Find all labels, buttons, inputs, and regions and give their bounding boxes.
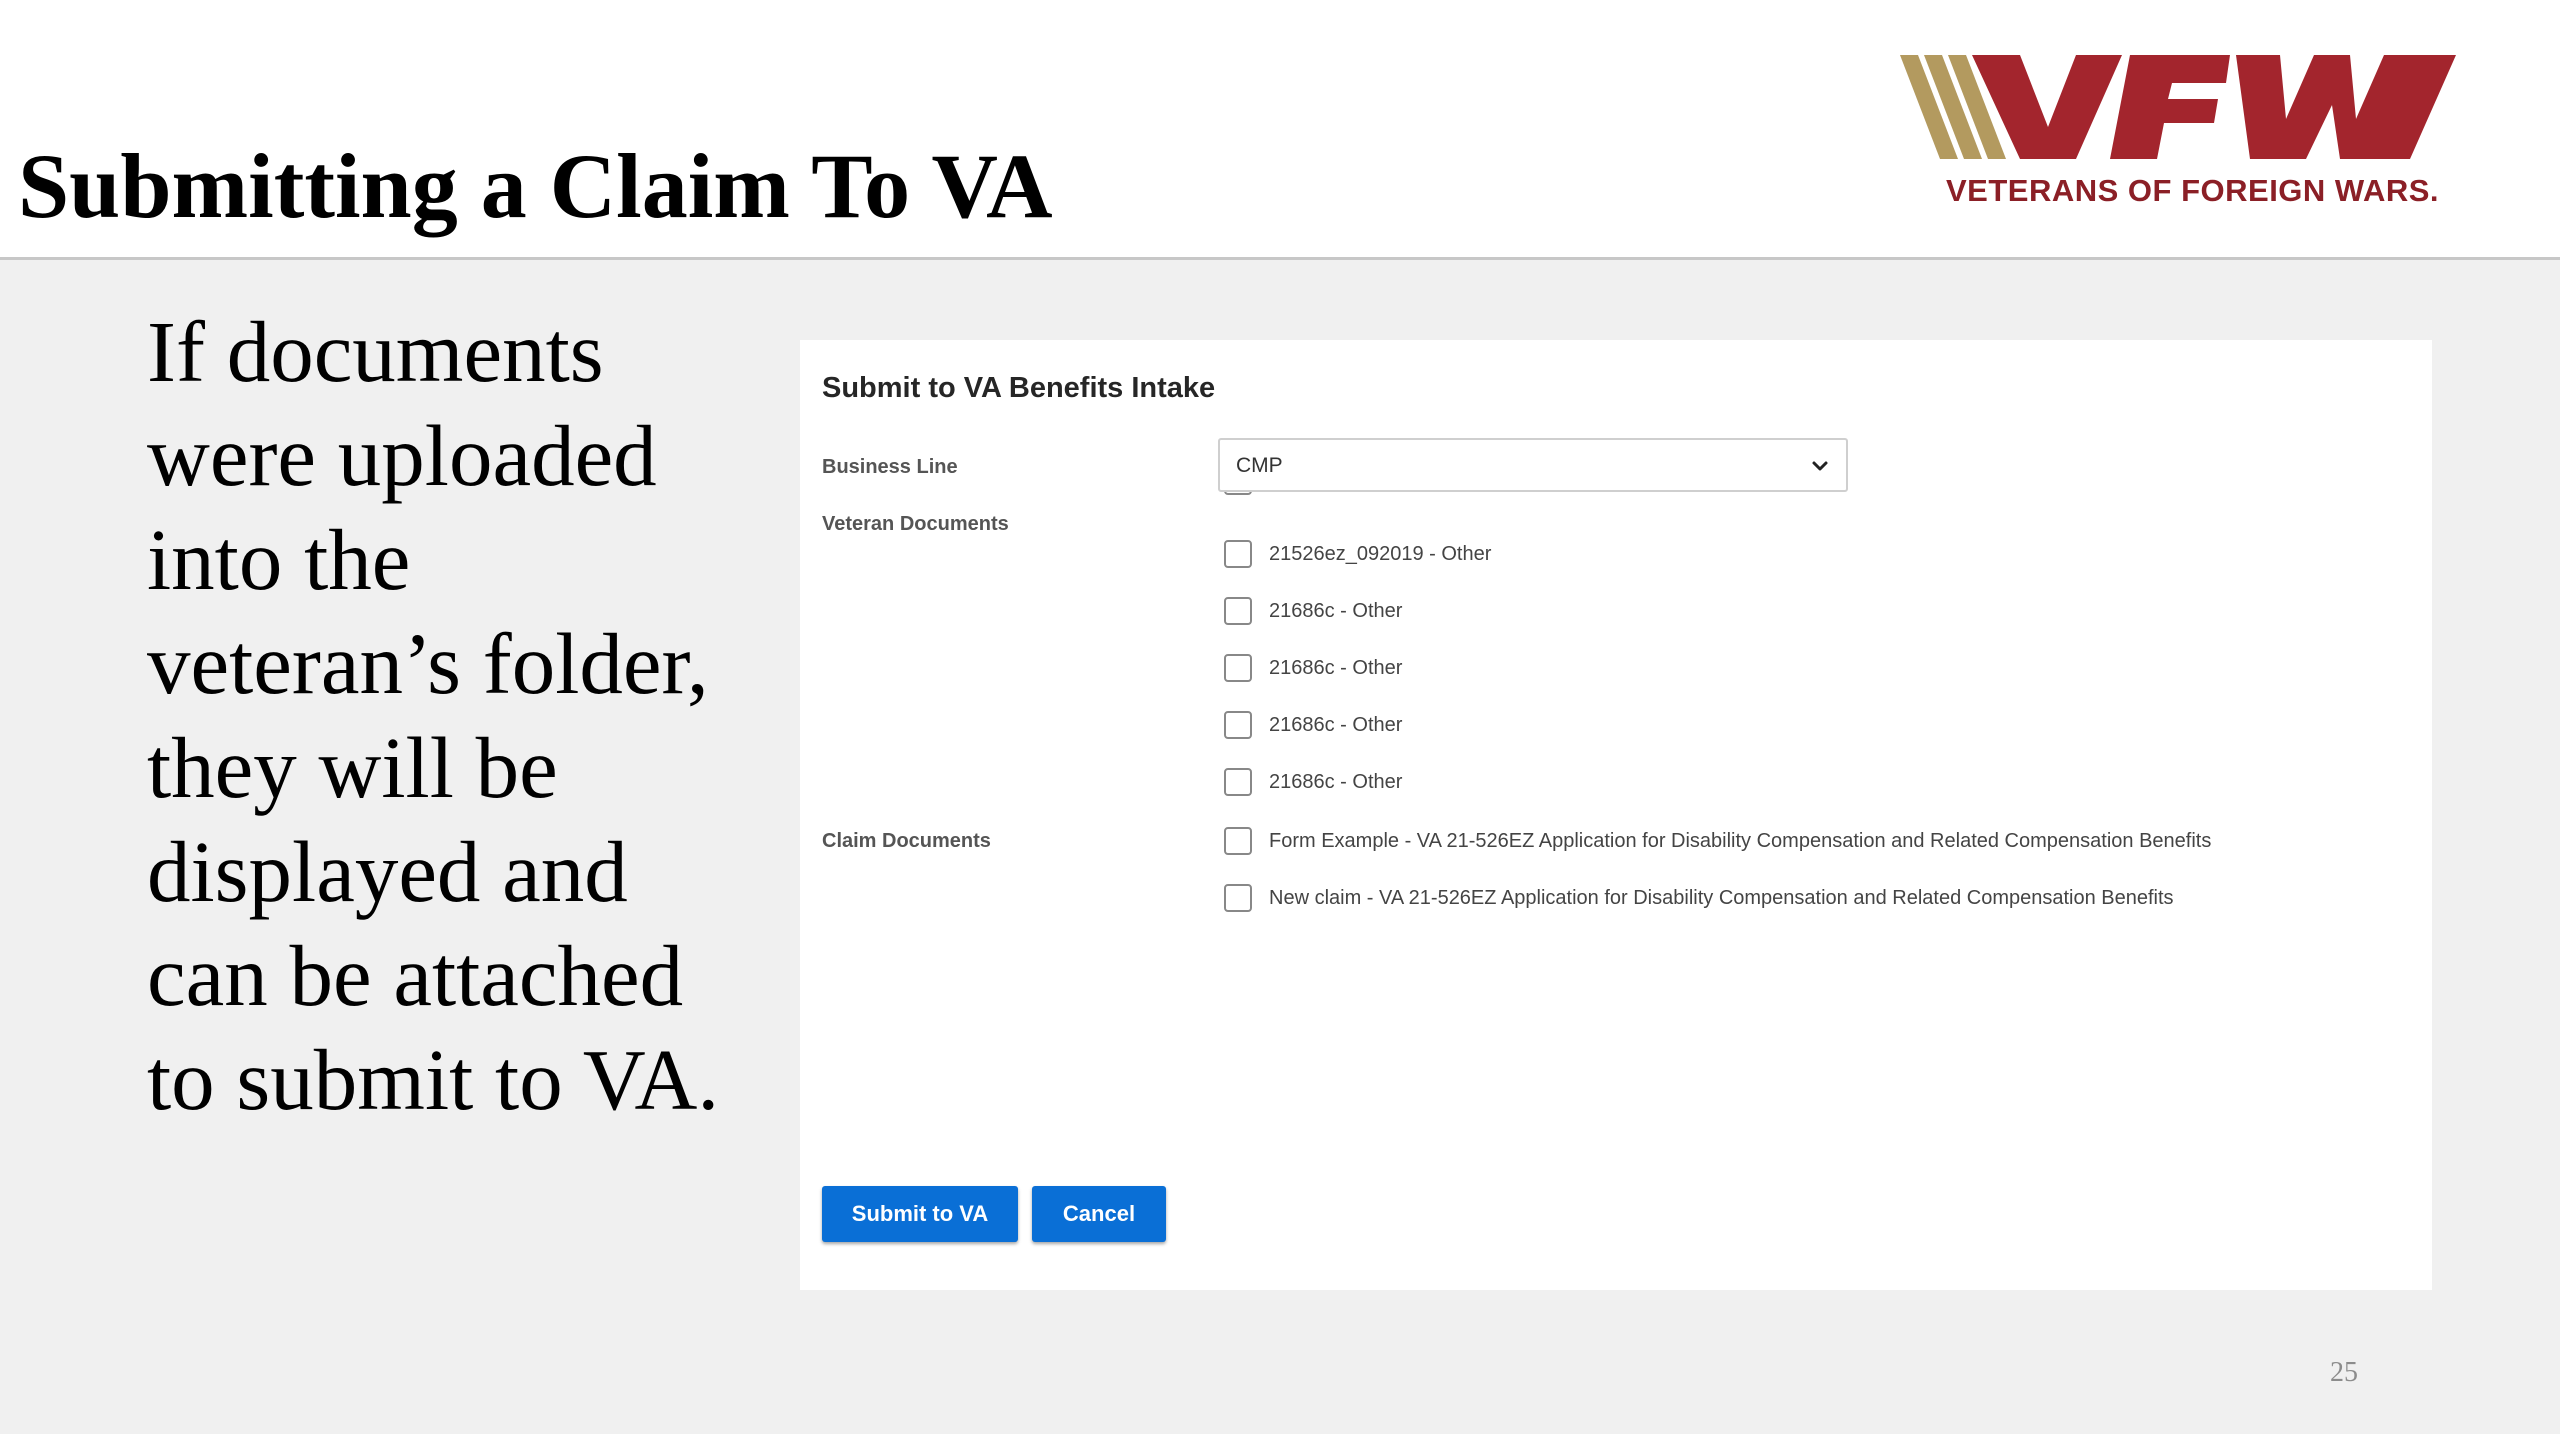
veteran-doc-checkbox[interactable] <box>1224 768 1252 796</box>
body-line: into the <box>147 511 411 608</box>
business-line-label: Business Line <box>822 456 958 478</box>
claim-doc-label: Form Example - VA 21-526EZ Application for Disability Compensation and Related Compensation Benefits <box>1269 830 2212 852</box>
chevron-down-icon <box>1810 456 1830 476</box>
veteran-doc-checkbox[interactable] <box>1224 540 1252 568</box>
veteran-documents-label: Veteran Documents <box>822 513 1009 535</box>
form-title: Submit to VA Benefits Intake <box>822 372 1216 404</box>
claim-doc-checkbox[interactable] <box>1224 827 1252 855</box>
slide-header <box>0 0 2560 260</box>
body-line: to submit to VA. <box>147 1031 720 1128</box>
claim-doc-label: New claim - VA 21-526EZ Application for Disability Compensation and Related Compensation Benefits <box>1269 887 2174 909</box>
vfw-logo-mark <box>1900 55 2460 165</box>
body-line: If documents <box>147 303 604 400</box>
claim-documents-label: Claim Documents <box>822 830 991 852</box>
submit-to-va-button[interactable]: Submit to VA <box>822 1186 1018 1242</box>
bottom-border <box>0 1434 2560 1440</box>
vfw-logo-tagline: VETERANS OF FOREIGN WARS. <box>1946 173 2440 208</box>
body-line: veteran’s folder, <box>147 615 709 712</box>
claim-doc-checkbox[interactable] <box>1224 884 1252 912</box>
page-number: 25 <box>2330 1357 2358 1388</box>
slide-body-text <box>147 300 797 1132</box>
body-line: can be attached <box>147 927 684 1024</box>
cancel-button[interactable]: Cancel <box>1032 1186 1166 1242</box>
submit-form-panel <box>800 340 2432 1290</box>
veteran-doc-checkbox[interactable] <box>1224 597 1252 625</box>
business-line-select[interactable] <box>1218 438 1848 492</box>
body-line: they will be <box>147 719 558 816</box>
veteran-doc-label: 21686c - Other <box>1269 657 1403 679</box>
business-line-value: CMP <box>1236 454 1283 477</box>
slide-title: Submitting a Claim To VA <box>18 135 1053 237</box>
vfw-logo <box>1900 55 2460 215</box>
body-line: displayed and <box>147 823 628 920</box>
veteran-doc-label: 21686c - Other <box>1269 771 1403 793</box>
veteran-doc-checkbox[interactable] <box>1224 654 1252 682</box>
body-line: were uploaded <box>147 407 657 504</box>
veteran-doc-label: 21686c - Other <box>1269 714 1403 736</box>
veteran-doc-checkbox[interactable] <box>1224 711 1252 739</box>
veteran-doc-label: 21686c - Other <box>1269 600 1403 622</box>
veteran-doc-label: 21526ez_092019 - Other <box>1269 543 1492 565</box>
